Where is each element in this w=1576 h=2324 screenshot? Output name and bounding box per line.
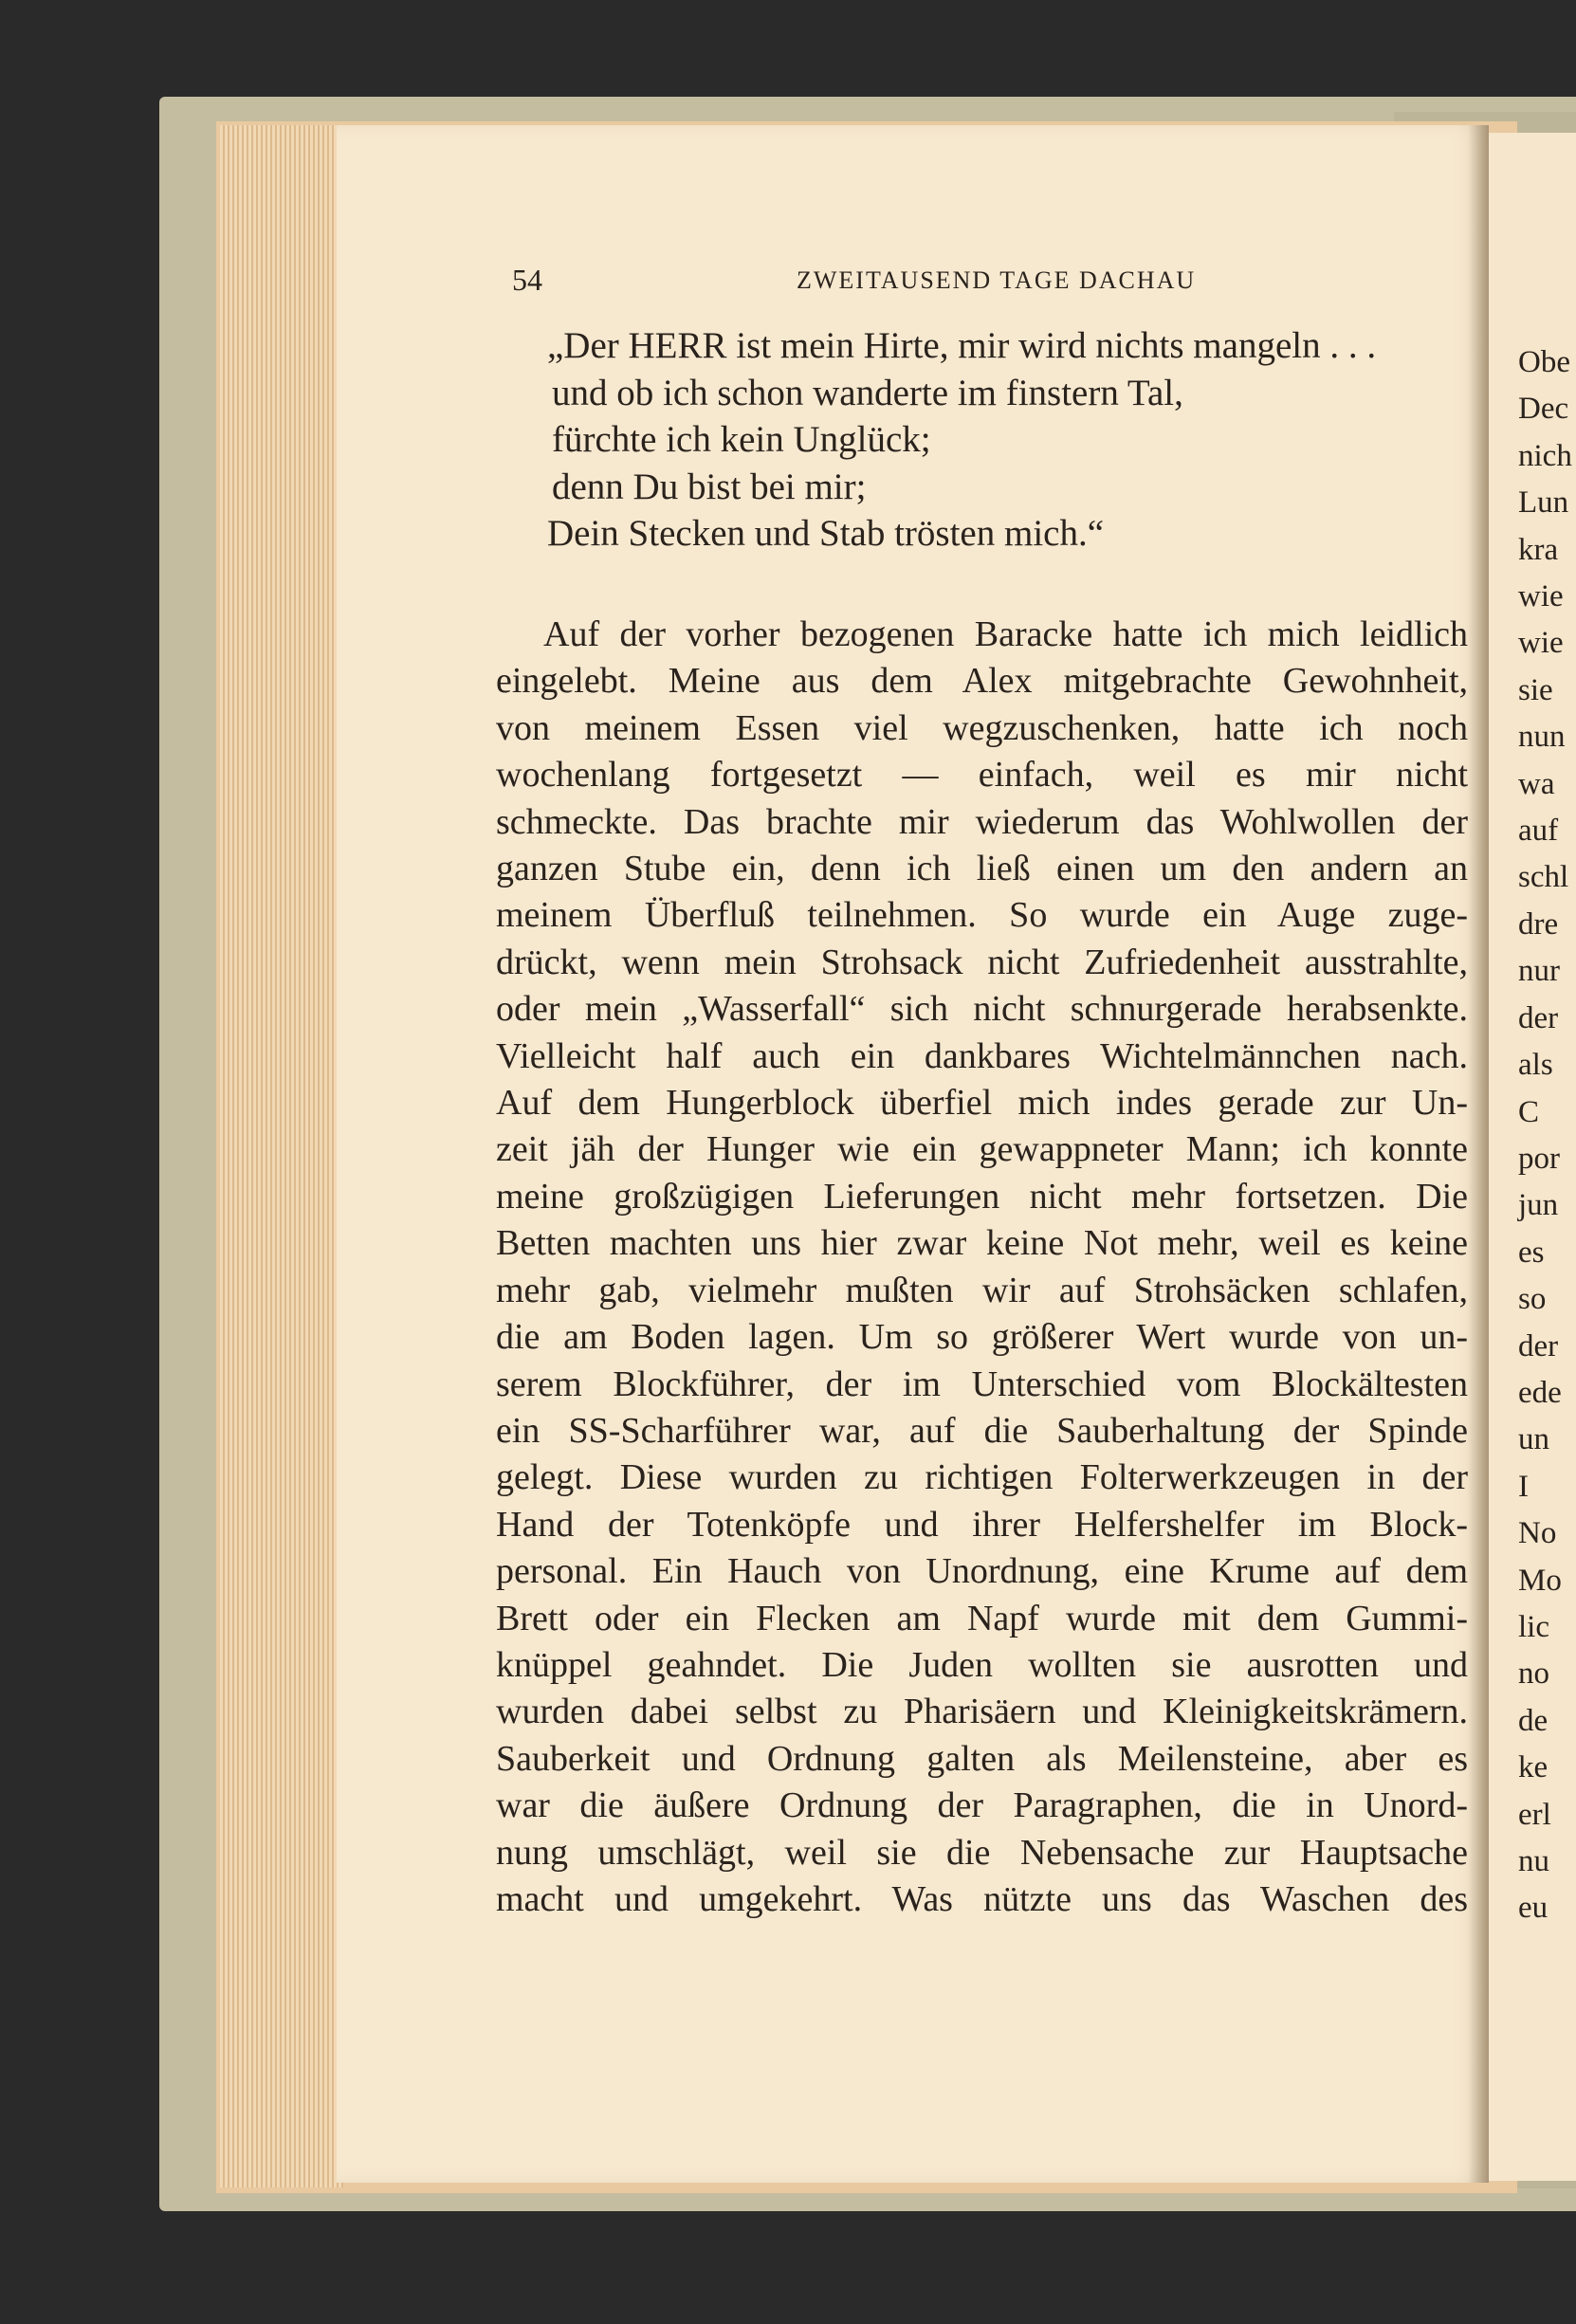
poem-line: fürchte ich kein Unglück; [552,419,931,460]
poem-line: „Der HERR ist mein Hirte, mir wird nichts mangeln . . . [547,325,1377,366]
poem-line: und ob ich schon wanderte im finstern Tal, [552,372,1183,413]
text-line: drückt, wenn mein Strohsack nicht Zufriedenheit ausstrahlte, [496,942,1468,982]
text-line: Hand der Totenköpfe und ihrer Helfershelfer im Block- [496,1504,1468,1545]
facing-line: als [1518,1048,1553,1083]
text-line: personal. Ein Hauch von Unordnung, eine Krume auf dem [496,1551,1468,1592]
text-line: ein SS-Scharführer war, auf die Sauberhaltung der Spinde [496,1410,1468,1451]
facing-line: kra [1518,532,1559,567]
poem-line: Dein Stecken und Stab trösten mich.“ [547,513,1105,554]
facing-line: ede [1518,1375,1562,1410]
facing-line: ke [1518,1750,1549,1785]
facing-line: wie [1518,579,1564,614]
text-line: knüppel geahndet. Die Juden wollten sie ausrotten und [496,1644,1468,1685]
facing-line: nu [1518,1844,1549,1878]
text-line: wochenlang fortgesetzt — einfach, weil es mir nicht [496,755,1468,796]
text-line: mehr gab, vielmehr mußten wir auf Strohsäcken schlafen, [496,1270,1468,1310]
text-line: zeit jäh der Hunger wie ein gewappneter Mann; ich konnte [496,1129,1468,1170]
facing-line: erl [1518,1797,1551,1832]
text-line: Brett oder ein Flecken am Napf wurde mit dem Gummi- [496,1598,1468,1638]
page-edges [220,125,343,2187]
facing-line: eu [1518,1891,1549,1926]
facing-line: Obe [1518,345,1570,379]
facing-line: es [1518,1235,1545,1270]
facing-line: wa [1518,766,1555,801]
facing-line: dre [1518,906,1559,942]
text-line: nung umschlägt, weil sie die Nebensache zur Hauptsache [496,1832,1468,1873]
text-line: eingelebt. Meine aus dem Alex mitgebrachte Gewohnheit, [496,661,1468,702]
facing-page-text [1518,339,1572,1932]
text-line: Betten machten uns hier zwar keine Not mehr, weil es keine [496,1223,1468,1264]
facing-line: schl [1518,860,1569,895]
facing-line: No [1518,1516,1557,1551]
text-line: Vielleicht half auch ein dankbares Wichtelmännchen nach. [496,1035,1468,1076]
page-number: 54 [512,263,542,297]
book-gutter [1468,125,1489,2183]
text-line: meine großzügigen Lieferungen nicht mehr fortsetzen. Die [496,1176,1468,1217]
facing-line: wie [1518,626,1564,661]
text-line: war die äußere Ordnung der Paragraphen, die in Unord- [496,1785,1468,1826]
facing-line: un [1518,1422,1549,1457]
poem-line: denn Du bist bei mir; [552,466,867,507]
facing-line: por [1518,1141,1560,1176]
running-title: ZWEITAUSEND TAGE DACHAU [797,266,1197,294]
facing-line: sie [1518,672,1553,707]
facing-line: Dec [1518,392,1569,427]
text-line: schmeckte. Das brachte mir wiederum das Wohlwollen der [496,801,1468,842]
text-line: gelegt. Diese wurden zu richtigen Folterwerkzeugen in der [496,1457,1468,1498]
facing-line: der [1518,1328,1559,1363]
facing-line: Mo [1518,1563,1562,1598]
text-line: Auf dem Hungerblock überfiel mich indes gerade zur Un- [496,1083,1468,1124]
facing-line: nun [1518,720,1566,755]
facing-line: I [1518,1469,1529,1504]
text-line: von meinem Essen viel wegzuschenken, hatte ich noch [496,707,1468,748]
text-line: ganzen Stube ein, denn ich ließ einen um den andern an [496,849,1468,889]
facing-line: Lun [1518,485,1569,521]
text-line: serem Blockführer, der im Unterschied vom Blockältesten [496,1363,1468,1404]
facing-line: C [1518,1094,1540,1129]
facing-line: nur [1518,954,1560,989]
facing-line: der [1518,1000,1559,1035]
facing-line: so [1518,1282,1547,1317]
text-line: macht und umgekehrt. Was nützte uns das Waschen des [496,1878,1468,1919]
facing-line: auf [1518,814,1559,849]
poem-quote [547,322,1376,558]
text-line: wurden dabei selbst zu Pharisäern und Kleinigkeitskrämern. [496,1692,1468,1732]
text-line: Sauberkeit und Ordnung galten als Meilensteine, aber es [496,1738,1468,1779]
text-line: meinem Überfluß teilnehmen. So wurde ein Auge zuge- [496,895,1468,936]
text-line: die am Boden lagen. Um so größerer Wert wurde von un- [496,1317,1468,1358]
text-line: Auf der vorher bezogenen Baracke hatte ich mich leidlich [543,614,1468,654]
facing-line: de [1518,1703,1549,1738]
facing-line: nich [1518,438,1572,473]
facing-line: lic [1518,1609,1549,1644]
text-line: oder mein „Wasserfall“ sich nicht schnurgerade herabsenkte. [496,989,1468,1030]
body-paragraph [496,612,1468,1923]
facing-line: jun [1518,1188,1559,1223]
facing-line: no [1518,1656,1549,1692]
